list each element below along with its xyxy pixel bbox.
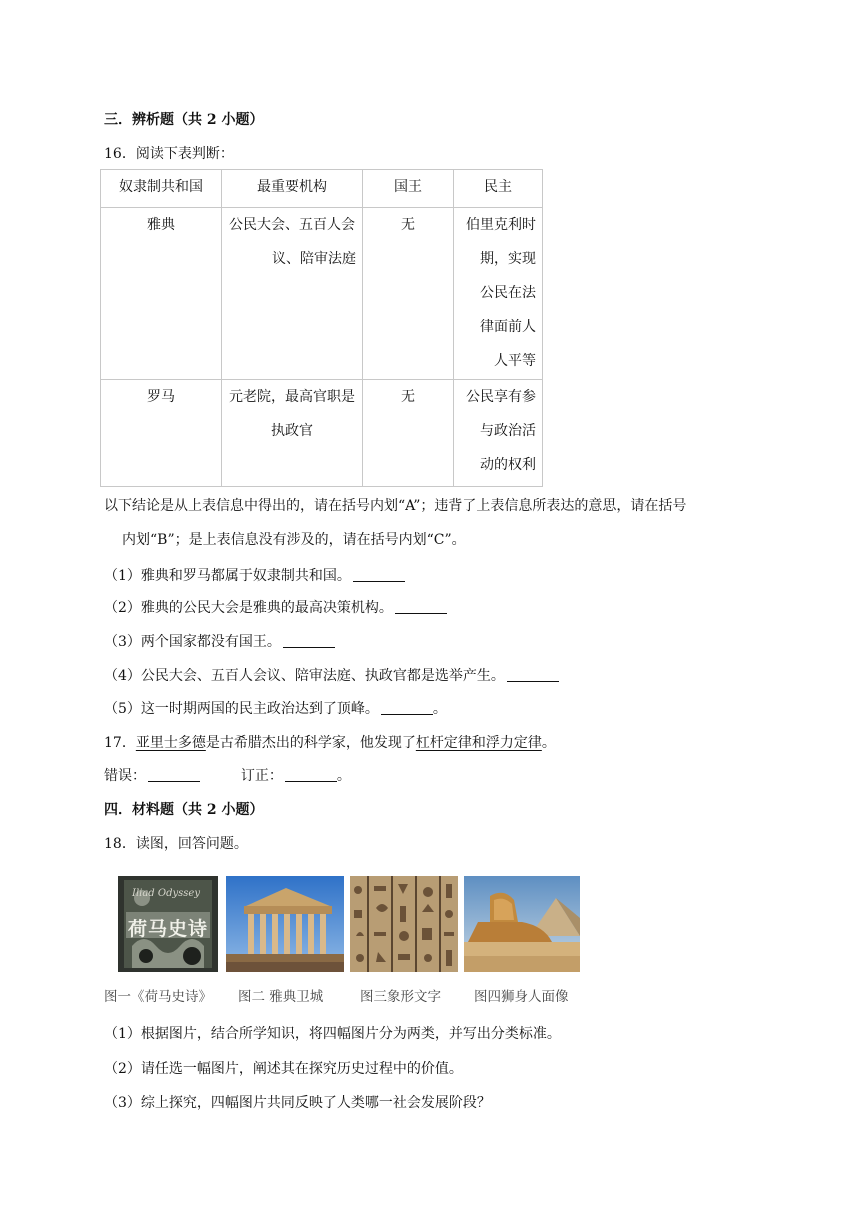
- table-cell-line: 执政官: [271, 423, 313, 439]
- table-cell: 雅典: [101, 208, 222, 380]
- table-cell: [222, 208, 363, 380]
- correction-label: 订正：: [240, 768, 283, 784]
- comparison-table: [100, 169, 543, 487]
- item-end: 。: [432, 701, 447, 717]
- table-cell: [454, 380, 543, 487]
- sentence-end: 。: [336, 768, 351, 784]
- answer-blank[interactable]: [507, 667, 559, 682]
- section-title-4: 四．材料题（共 2 小题）: [104, 802, 264, 818]
- table-cell-line: 公民大会、五百人会: [229, 217, 355, 233]
- table-cell-line: 人平等: [494, 353, 536, 369]
- item-text: （3）两个国家都没有国王。: [104, 634, 281, 650]
- table-cell-line: 公民在法: [480, 285, 536, 301]
- question-text: 是古希腊杰出的科学家，他发现了: [205, 735, 416, 751]
- question-number: 17．: [104, 735, 136, 751]
- homer-epic-image: [118, 876, 218, 972]
- item-text: （2）雅典的公民大会是雅典的最高决策机构。: [104, 600, 393, 616]
- error-label: 错误：: [104, 768, 146, 784]
- section-title-3: 三．辨析题（共 2 小题）: [104, 112, 264, 128]
- table-cell: 无: [363, 208, 454, 380]
- acropolis-image: [226, 876, 344, 972]
- error-blank[interactable]: [148, 767, 200, 782]
- table-cell-line: 元老院，最高官职是: [229, 389, 355, 405]
- table-cell: 无: [363, 380, 454, 487]
- figure-caption: 图三象形文字: [360, 989, 441, 1005]
- question-16-stem: 16．阅读下表判断：: [104, 146, 234, 162]
- item-text: （5）这一时期两国的民主政治达到了顶峰。: [104, 701, 379, 717]
- answer-blank[interactable]: [283, 633, 335, 648]
- sphinx-image: [464, 876, 580, 972]
- question-18-sub-1: （1）根据图片，结合所学知识，将四幅图片分为两类，并写出分类标准。: [104, 1026, 561, 1042]
- figure-caption: 图二 雅典卫城: [238, 989, 324, 1005]
- table-cell-line: 伯里克利时: [466, 217, 536, 233]
- question-18-stem: 18．读图，回答问题。: [104, 836, 248, 852]
- question-16-item-5: [104, 699, 447, 719]
- hieroglyphs-image: [350, 876, 458, 972]
- book-subtitle: Iliad Odyssey: [132, 888, 200, 899]
- table-header: 奴隶制共和国: [101, 170, 222, 208]
- table-cell: [454, 208, 543, 380]
- table-cell: [222, 380, 363, 487]
- question-18-sub-2: （2）请任选一幅图片，阐述其在探究历史过程中的价值。: [104, 1061, 463, 1077]
- question-16-item-1: [104, 566, 405, 586]
- question-16-item-3: [104, 632, 335, 652]
- picture-strip: [104, 868, 592, 1008]
- table-header: 国王: [363, 170, 454, 208]
- item-text: （4）公民大会、五百人会议、陪审法庭、执政官都是选举产生。: [104, 668, 505, 684]
- table-cell-line: 公民享有参: [466, 389, 536, 405]
- table-row: [101, 380, 543, 487]
- table-cell-line: 期，实现: [480, 251, 536, 267]
- table-header: 民主: [454, 170, 543, 208]
- book-title: 荷马史诗: [128, 918, 209, 940]
- figure-caption: 图四狮身人面像: [474, 989, 569, 1005]
- correction-blank[interactable]: [285, 767, 337, 782]
- question-17: [104, 733, 556, 753]
- answer-blank[interactable]: [395, 599, 447, 614]
- instruction-line-2: 内划“B”；是上表信息没有涉及的，请在括号内划“C”。: [122, 532, 466, 548]
- table-cell-line: 与政治活: [480, 423, 536, 439]
- answer-blank[interactable]: [381, 700, 433, 715]
- question-text: 。: [541, 735, 556, 751]
- question-18-sub-3: （3）综上探究，四幅图片共同反映了人类哪一社会发展阶段？: [104, 1095, 491, 1111]
- question-16-item-4: [104, 666, 559, 686]
- question-17-answer: [104, 766, 351, 786]
- table-cell: 罗马: [101, 380, 222, 487]
- underlined-term: 杠杆定律和浮力定律: [415, 735, 542, 751]
- question-16-item-2: [104, 598, 447, 618]
- answer-blank[interactable]: [353, 567, 405, 582]
- figure-caption: 图一《荷马史诗》: [104, 989, 212, 1005]
- table-row: [101, 208, 543, 380]
- table-cell-line: 动的权利: [480, 457, 536, 473]
- item-text: （1）雅典和罗马都属于奴隶制共和国。: [104, 568, 351, 584]
- underlined-term: 亚里士多德: [135, 735, 206, 751]
- table-cell-line: 律面前人: [480, 319, 536, 335]
- instruction-line-1: 以下结论是从上表信息中得出的，请在括号内划“A”；违背了上表信息所表达的意思，请在括号: [104, 498, 687, 514]
- table-header: 最重要机构: [222, 170, 363, 208]
- table-cell-line: 议、陪审法庭: [272, 251, 356, 267]
